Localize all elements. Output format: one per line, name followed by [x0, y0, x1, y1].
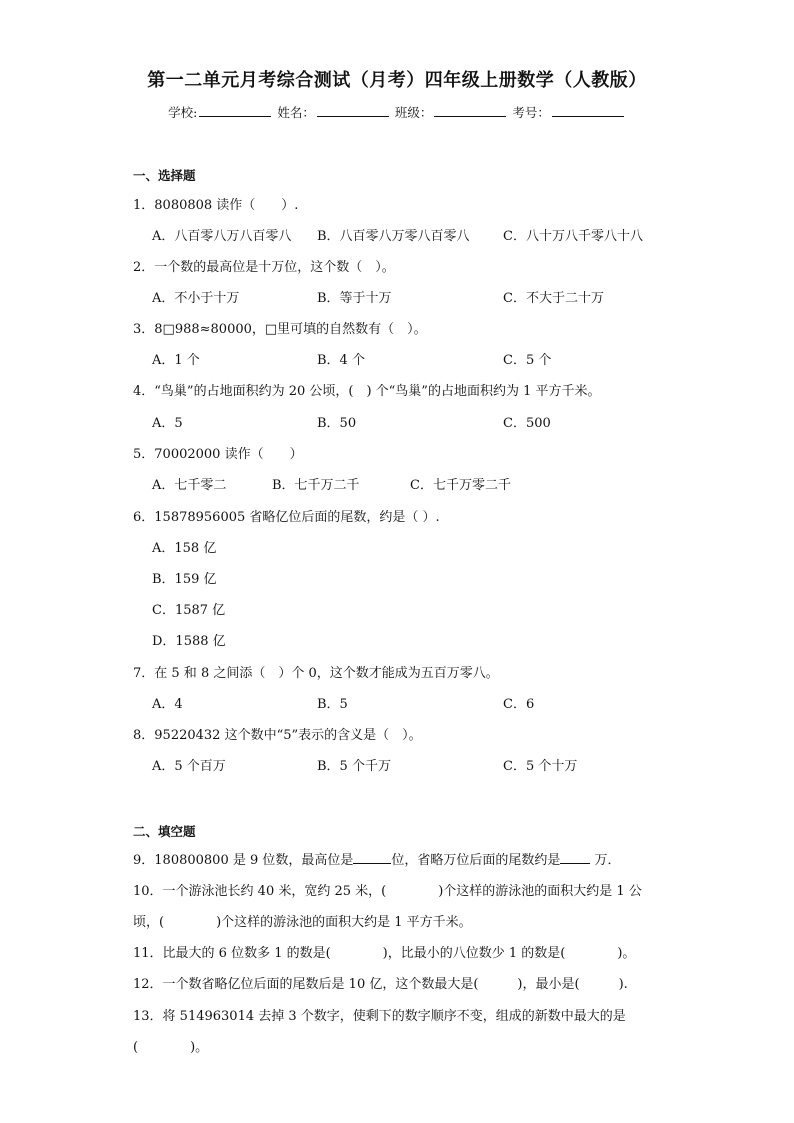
page-title: 第一二单元月考综合测试（月考）四年级上册数学（人教版）: [147, 70, 647, 91]
question-7-stem: 7．在 5 和 8 之间添（ ）个 0，这个数才能成为五百万零八。: [133, 666, 499, 681]
question-2-option-a[interactable]: A．不小于十万: [152, 291, 240, 306]
question-3-stem: 3．8□988≈80000，□里可填的自然数有（ ）。: [133, 322, 427, 337]
question-2-stem: 2．一个数的最高位是十万位，这个数（ ）。: [133, 260, 395, 275]
question-8-option-b[interactable]: B．5 个千万: [317, 759, 391, 774]
question-6-stem: 6．15878956005 省略亿位后面的尾数，约是（ ）.: [133, 510, 440, 525]
question-1-option-c[interactable]: C．八十万八千零八十八: [503, 229, 643, 244]
question-8-option-c[interactable]: C．5 个十万: [503, 759, 578, 774]
question-5-option-b[interactable]: B．七千万二千: [272, 478, 360, 493]
question-5-option-a[interactable]: A．七千零二: [152, 478, 227, 493]
question-2-option-c[interactable]: C．不大于二十万: [503, 291, 604, 306]
question-7-option-a[interactable]: A．4: [152, 697, 183, 712]
student-info-row: [0, 103, 794, 121]
school-label: 学校:: [168, 105, 198, 120]
question-7-option-c[interactable]: C．6: [503, 697, 535, 712]
question-8-option-a[interactable]: A．5 个百万: [152, 759, 226, 774]
question-9-blank-1[interactable]: [353, 851, 391, 864]
question-4-stem: 4．“鸟巢”的占地面积约为 20 公顷，( ) 个“鸟巢”的占地面积约为 1 平方千米。: [133, 384, 601, 399]
question-2-option-b[interactable]: B．等于十万: [317, 291, 392, 306]
question-1-stem: 1．8080808 读作（ ）.: [133, 198, 299, 213]
question-13-line-2: ( )。: [133, 1040, 209, 1055]
question-5-option-c[interactable]: C．七千万零二千: [410, 478, 511, 493]
question-9-part-3: 万．: [590, 853, 621, 868]
section-heading-choice: 一、选择题: [133, 168, 196, 183]
name-blank[interactable]: [317, 104, 389, 117]
question-4-option-b[interactable]: B．50: [317, 416, 357, 431]
name-label: 姓名：: [277, 105, 315, 120]
question-1-option-b[interactable]: B．八百零八万零八百零八: [317, 229, 470, 244]
question-4-option-c[interactable]: C．500: [503, 416, 551, 431]
question-12-stem: 12．一个数省略亿位后面的尾数后是 10 亿，这个数最大是( )，最小是( ).: [133, 977, 628, 992]
question-8-stem: 8．95220432 这个数中“5”表示的含义是（ ）。: [133, 728, 422, 743]
question-9-part-2: 位，省略万位后面的尾数约是: [391, 853, 561, 868]
question-6-option-a[interactable]: A．158 亿: [152, 541, 217, 556]
question-6-option-d[interactable]: D．1588 亿: [152, 634, 226, 649]
number-blank[interactable]: [552, 104, 624, 117]
question-9-part-1: 9．180800800 是 9 位数，最高位是: [133, 853, 354, 868]
question-10-line-2: 顷，( )个这样的游泳池的面积大约是 1 平方千米。: [133, 915, 472, 930]
question-10-line-1: 10．一个游泳池长约 40 米，宽约 25 米，( )个这样的游泳池的面积大约是 1 公: [133, 884, 642, 899]
question-13-line-1: 13．将 514963014 去掉 3 个数字，使剩下的数字顺序不变，组成的新数中最大的是: [133, 1009, 626, 1024]
class-blank[interactable]: [434, 104, 506, 117]
question-9-blank-2[interactable]: [560, 851, 590, 864]
question-4-option-a[interactable]: A．5: [152, 416, 183, 431]
number-label: 考号：: [512, 105, 550, 120]
question-5-stem: 5．70002000 读作（ ）: [133, 447, 303, 462]
question-3-option-c[interactable]: C．5 个: [503, 353, 552, 368]
class-label: 班级：: [394, 105, 433, 120]
question-6-option-b[interactable]: B．159 亿: [152, 572, 217, 587]
school-blank[interactable]: [199, 104, 271, 117]
question-1-option-a[interactable]: A．八百零八万八百零八: [152, 229, 292, 244]
question-7-option-b[interactable]: B．5: [317, 697, 348, 712]
question-6-option-c[interactable]: C．1587 亿: [152, 603, 226, 618]
section-heading-fill: 二、填空题: [133, 824, 196, 839]
question-3-option-a[interactable]: A．1 个: [152, 353, 200, 368]
question-9: [133, 849, 621, 868]
question-3-option-b[interactable]: B．4 个: [317, 353, 365, 368]
question-11-stem: 11．比最大的 6 位数多 1 的数是( )，比最小的八位数少 1 的数是( )。: [133, 946, 636, 961]
